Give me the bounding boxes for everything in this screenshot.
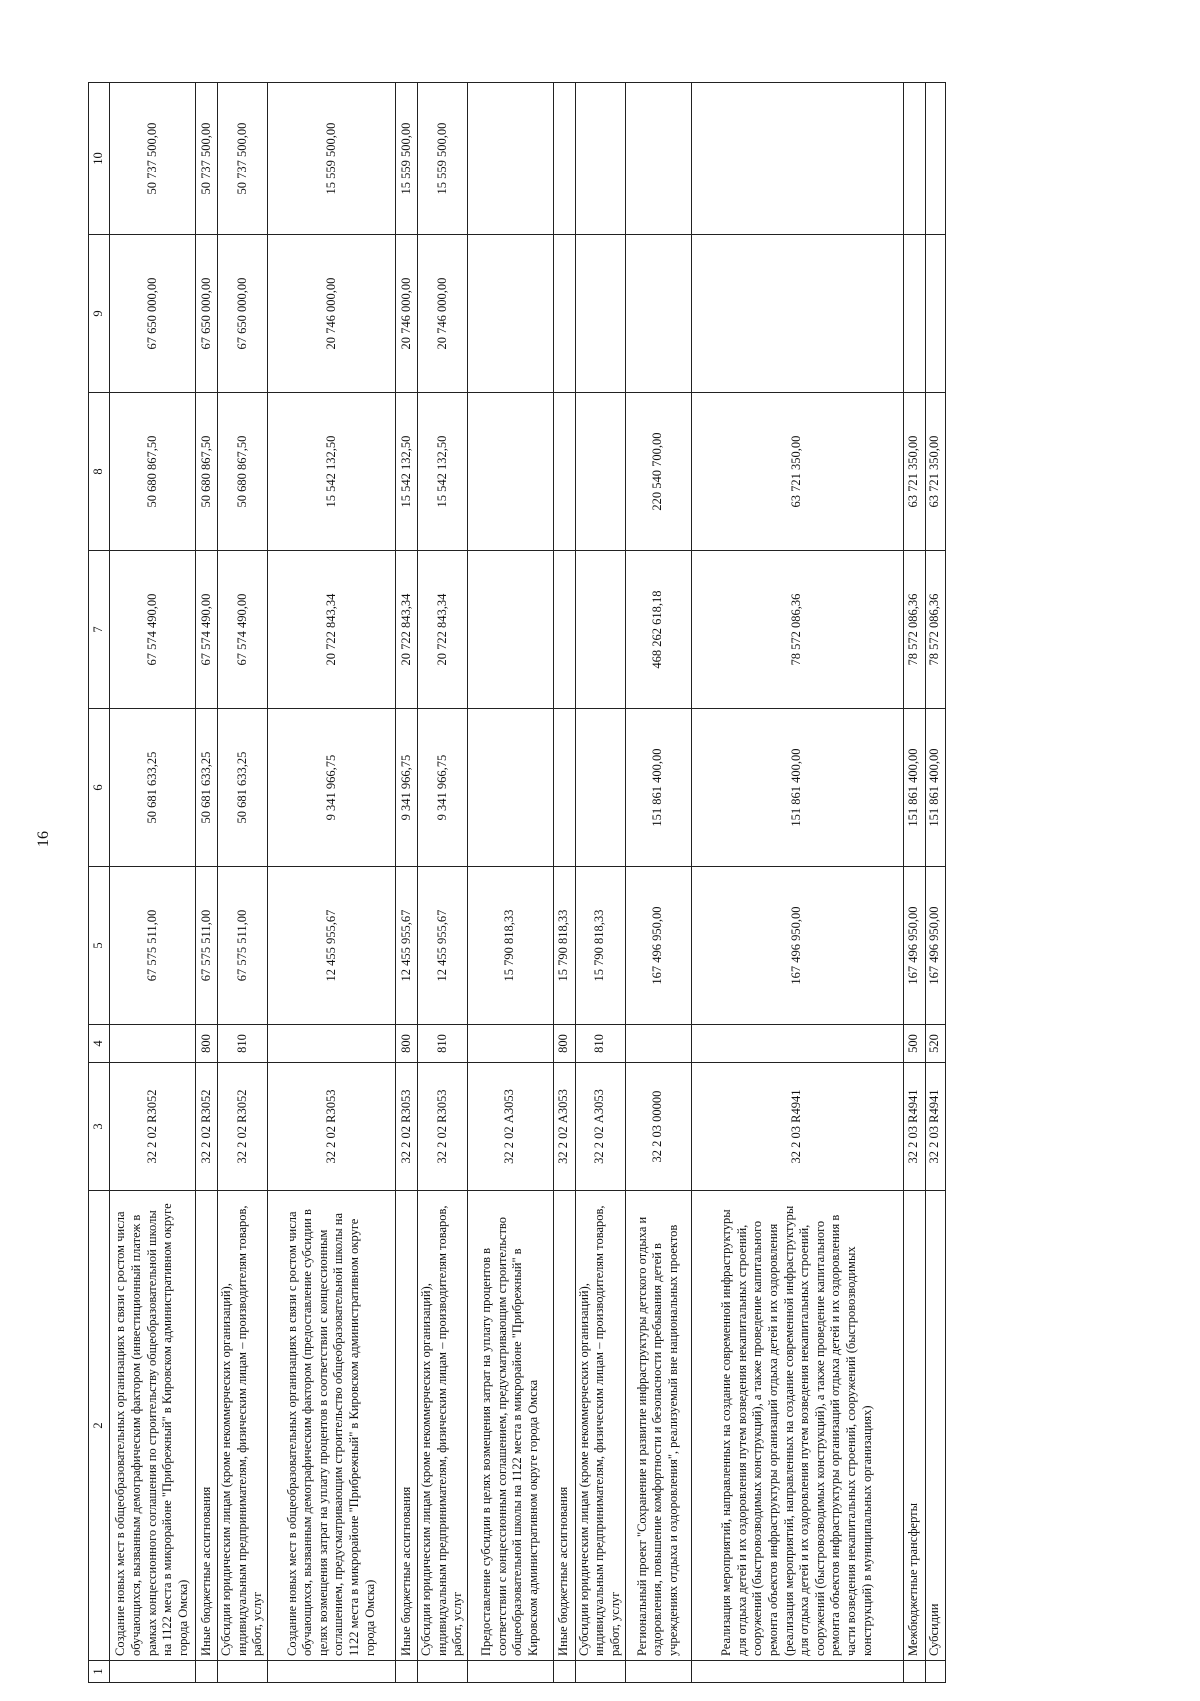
description-cell: Субсидии юридическим лицам (кроме некоммерческих организаций), индивидуальным предпринимателям, физическим лицам – производителям товаров, работ, услуг <box>218 1191 268 1661</box>
expense-type-cell <box>467 1025 553 1063</box>
value-col5: 67 575 511,00 <box>218 867 268 1025</box>
header-cell: 8 <box>89 393 110 551</box>
value-col9: 20 746 000,00 <box>267 235 395 393</box>
value-col7: 67 574 490,00 <box>196 551 218 709</box>
value-col9: 67 650 000,00 <box>218 235 268 393</box>
value-col8: 63 721 350,00 <box>925 393 945 551</box>
table-row <box>417 83 467 1683</box>
value-col10 <box>925 83 945 235</box>
row-index-cell <box>267 1661 395 1683</box>
value-col5: 167 496 950,00 <box>691 867 903 1025</box>
row-index-cell <box>196 1661 218 1683</box>
value-col10 <box>467 83 553 235</box>
value-col7: 468 262 618,18 <box>625 551 691 709</box>
table-row <box>395 83 417 1683</box>
value-col10: 50 737 500,00 <box>218 83 268 235</box>
header-cell: 1 <box>89 1661 110 1683</box>
table-row <box>553 83 575 1683</box>
value-col5: 167 496 950,00 <box>903 867 925 1025</box>
value-col10: 15 559 500,00 <box>417 83 467 235</box>
value-col6: 50 681 633,25 <box>196 709 218 867</box>
header-cell: 7 <box>89 551 110 709</box>
header-cell: 4 <box>89 1025 110 1063</box>
value-col7: 67 574 490,00 <box>218 551 268 709</box>
value-col9 <box>625 235 691 393</box>
value-col10: 15 559 500,00 <box>395 83 417 235</box>
value-col10 <box>575 83 625 235</box>
expense-type-cell: 800 <box>395 1025 417 1063</box>
code-cell: 32 2 03 R4941 <box>925 1063 945 1191</box>
description-cell: Иные бюджетные ассигнования <box>553 1191 575 1661</box>
budget-table <box>88 82 946 1683</box>
code-cell: 32 2 02 R3052 <box>110 1063 196 1191</box>
header-cell: 5 <box>89 867 110 1025</box>
row-index-cell <box>417 1661 467 1683</box>
row-index-cell <box>218 1661 268 1683</box>
value-col8: 220 540 700,00 <box>625 393 691 551</box>
value-col5: 12 455 955,67 <box>417 867 467 1025</box>
expense-type-cell: 810 <box>417 1025 467 1063</box>
value-col9 <box>691 235 903 393</box>
expense-type-cell <box>625 1025 691 1063</box>
value-col7 <box>467 551 553 709</box>
value-col6: 50 681 633,25 <box>110 709 196 867</box>
table-row <box>625 83 691 1683</box>
value-col10: 15 559 500,00 <box>267 83 395 235</box>
row-index-cell <box>691 1661 903 1683</box>
code-cell: 32 2 03 00000 <box>625 1063 691 1191</box>
value-col6 <box>467 709 553 867</box>
table-row <box>196 83 218 1683</box>
header-cell: 6 <box>89 709 110 867</box>
expense-type-cell: 810 <box>218 1025 268 1063</box>
value-col6: 151 861 400,00 <box>925 709 945 867</box>
expense-type-cell: 520 <box>925 1025 945 1063</box>
value-col5: 67 575 511,00 <box>110 867 196 1025</box>
value-col7: 78 572 086,36 <box>903 551 925 709</box>
value-col6 <box>575 709 625 867</box>
value-col6: 151 861 400,00 <box>691 709 903 867</box>
value-col8: 50 680 867,50 <box>196 393 218 551</box>
table-row <box>691 83 903 1683</box>
value-col7: 20 722 843,34 <box>267 551 395 709</box>
code-cell: 32 2 03 R4941 <box>691 1063 903 1191</box>
value-col9 <box>575 235 625 393</box>
code-cell: 32 2 02 А3053 <box>467 1063 553 1191</box>
value-col9 <box>903 235 925 393</box>
value-col6: 151 861 400,00 <box>903 709 925 867</box>
header-cell: 10 <box>89 83 110 235</box>
value-col9: 67 650 000,00 <box>196 235 218 393</box>
expense-type-cell: 810 <box>575 1025 625 1063</box>
value-col7: 20 722 843,34 <box>395 551 417 709</box>
row-index-cell <box>467 1661 553 1683</box>
value-col6: 50 681 633,25 <box>218 709 268 867</box>
page-number: 16 <box>35 831 52 847</box>
value-col10 <box>625 83 691 235</box>
value-col7: 20 722 843,34 <box>417 551 467 709</box>
value-col5: 15 790 818,33 <box>553 867 575 1025</box>
value-col5: 12 455 955,67 <box>267 867 395 1025</box>
row-index-cell <box>110 1661 196 1683</box>
header-row <box>89 83 110 1683</box>
code-cell: 32 2 02 R3053 <box>267 1063 395 1191</box>
description-cell: Создание новых мест в общеобразовательных организациях в связи с ростом числа обучающихся, вызванным демографическим фактором (предоставление субсидии в целях возмещения затрат на уплату процентов в соответствии с концессионным соглашением, предусматривающим строительство общеобразовательной школы на 1122 места в микрорайоне "Прибрежный" в Кировском административном округе города Омска) <box>267 1191 395 1661</box>
table-row <box>575 83 625 1683</box>
description-cell: Региональный проект "Сохранение и развитие инфраструктуры детского отдыха и оздоровления, повышение комфортности и безопасности пребывания детей в учреждениях отдыха и оздоровления", реализуемый вне национальных проектов <box>625 1191 691 1661</box>
value-col5: 15 790 818,33 <box>575 867 625 1025</box>
row-index-cell <box>925 1661 945 1683</box>
code-cell: 32 2 02 R3052 <box>218 1063 268 1191</box>
value-col9 <box>925 235 945 393</box>
header-cell: 3 <box>89 1063 110 1191</box>
value-col10 <box>903 83 925 235</box>
value-col10: 50 737 500,00 <box>196 83 218 235</box>
value-col5: 67 575 511,00 <box>196 867 218 1025</box>
expense-type-cell <box>267 1025 395 1063</box>
row-index-cell <box>553 1661 575 1683</box>
description-cell: Субсидии юридическим лицам (кроме некоммерческих организаций), индивидуальным предпринимателям, физическим лицам – производителям товаров, работ, услуг <box>417 1191 467 1661</box>
description-cell: Создание новых мест в общеобразовательных организациях в связи с ростом числа обучающихся, вызванным демографическим фактором (инвестиционный платеж в рамках концессионного соглашения по строительству общеобразовательной школы на 1122 места в микрорайоне "Прибрежный" в Кировском административном округе города Омска) <box>110 1191 196 1661</box>
value-col10 <box>691 83 903 235</box>
value-col6: 9 341 966,75 <box>417 709 467 867</box>
value-col8: 15 542 132,50 <box>417 393 467 551</box>
value-col8 <box>575 393 625 551</box>
table-row <box>267 83 395 1683</box>
description-cell: Реализация мероприятий, направленных на создание современной инфраструктуры для отдыха детей и их оздоровления путем возведения некапитальных строений, сооружений (быстровозводимых конструкций), а также проведение капитального ремонта объектов инфраструктуры организаций отдыха детей и их оздоровления (реализация мероприятий, направленных на создание современной инфраструктуры для отдыха детей и их оздоровления путем возведения некапитальных строений, сооружений (быстровозводимых конструкций), а также проведение капитального ремонта объектов инфраструктуры организаций отдыха детей и их оздоровления в части возведения некапитальных строений, сооружений (быстровозводимых конструкций) в муниципальных организациях) <box>691 1191 903 1661</box>
value-col7 <box>575 551 625 709</box>
value-col8: 63 721 350,00 <box>691 393 903 551</box>
description-cell: Межбюджетные трансферты <box>903 1191 925 1661</box>
expense-type-cell: 500 <box>903 1025 925 1063</box>
budget-table-sheet <box>88 83 1114 1683</box>
code-cell: 32 2 02 R3052 <box>196 1063 218 1191</box>
value-col7: 78 572 086,36 <box>691 551 903 709</box>
value-col9: 20 746 000,00 <box>417 235 467 393</box>
code-cell: 32 2 02 R3053 <box>395 1063 417 1191</box>
table-row <box>925 83 945 1683</box>
value-col9: 67 650 000,00 <box>110 235 196 393</box>
row-index-cell <box>575 1661 625 1683</box>
value-col8 <box>467 393 553 551</box>
value-col5: 15 790 818,33 <box>467 867 553 1025</box>
table-row <box>467 83 553 1683</box>
value-col10: 50 737 500,00 <box>110 83 196 235</box>
description-cell: Субсидии <box>925 1191 945 1661</box>
description-cell: Субсидии юридическим лицам (кроме некоммерческих организаций), индивидуальным предпринимателям, физическим лицам – производителям товаров, работ, услуг <box>575 1191 625 1661</box>
table-row <box>903 83 925 1683</box>
value-col6: 9 341 966,75 <box>395 709 417 867</box>
value-col8: 50 680 867,50 <box>218 393 268 551</box>
value-col8 <box>553 393 575 551</box>
value-col5: 12 455 955,67 <box>395 867 417 1025</box>
row-index-cell <box>903 1661 925 1683</box>
row-index-cell <box>395 1661 417 1683</box>
code-cell: 32 2 02 R3053 <box>417 1063 467 1191</box>
description-cell: Предоставление субсидии в целях возмещения затрат на уплату процентов в соответствии с концессионным соглашением, предусматривающим строительство общеобразовательной школы на 1122 места в микрорайоне "Прибрежный" в Кировском административном округе города Омска <box>467 1191 553 1661</box>
value-col8: 63 721 350,00 <box>903 393 925 551</box>
table-row <box>110 83 196 1683</box>
value-col8: 50 680 867,50 <box>110 393 196 551</box>
value-col9: 20 746 000,00 <box>395 235 417 393</box>
header-cell: 9 <box>89 235 110 393</box>
code-cell: 32 2 02 А3053 <box>575 1063 625 1191</box>
expense-type-cell <box>691 1025 903 1063</box>
header-cell: 2 <box>89 1191 110 1661</box>
expense-type-cell: 800 <box>196 1025 218 1063</box>
description-cell: Иные бюджетные ассигнования <box>395 1191 417 1661</box>
value-col7: 67 574 490,00 <box>110 551 196 709</box>
row-index-cell <box>625 1661 691 1683</box>
value-col8: 15 542 132,50 <box>267 393 395 551</box>
code-cell: 32 2 03 R4941 <box>903 1063 925 1191</box>
value-col9 <box>467 235 553 393</box>
table-row <box>218 83 268 1683</box>
code-cell: 32 2 02 А3053 <box>553 1063 575 1191</box>
value-col6 <box>553 709 575 867</box>
value-col6: 151 861 400,00 <box>625 709 691 867</box>
value-col7 <box>553 551 575 709</box>
expense-type-cell: 800 <box>553 1025 575 1063</box>
value-col10 <box>553 83 575 235</box>
value-col8: 15 542 132,50 <box>395 393 417 551</box>
expense-type-cell <box>110 1025 196 1063</box>
value-col9 <box>553 235 575 393</box>
value-col6: 9 341 966,75 <box>267 709 395 867</box>
description-cell: Иные бюджетные ассигнования <box>196 1191 218 1661</box>
value-col7: 78 572 086,36 <box>925 551 945 709</box>
value-col5: 167 496 950,00 <box>925 867 945 1025</box>
value-col5: 167 496 950,00 <box>625 867 691 1025</box>
